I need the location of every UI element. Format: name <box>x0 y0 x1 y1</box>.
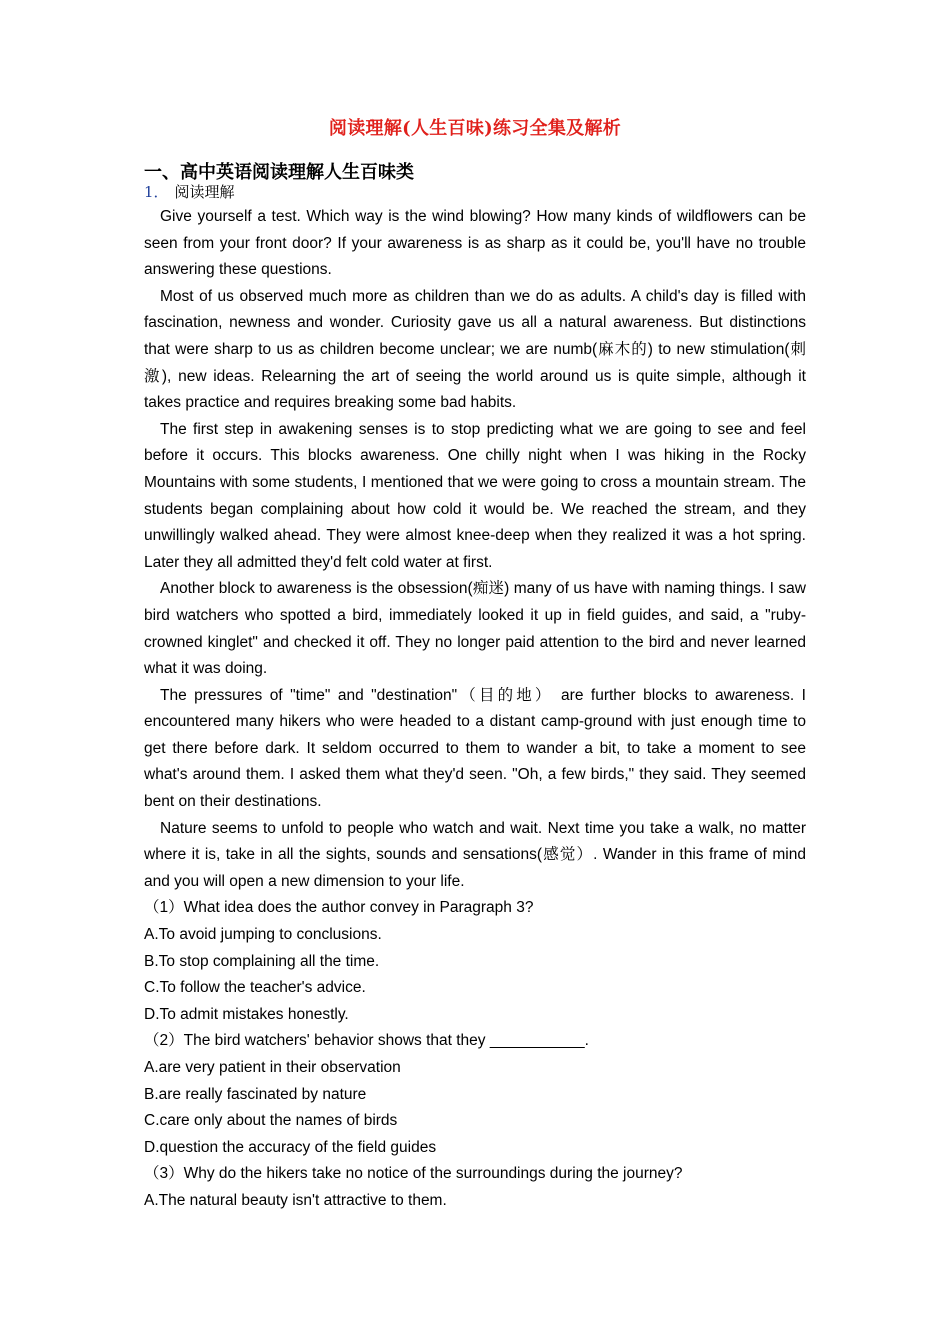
question-1-option-c: C.To follow the teacher's advice. <box>144 979 366 997</box>
question-2-option-a: A.are very patient in their observation <box>144 1059 401 1076</box>
question-3-stem: （3）Why do the hikers take no notice of the surroundings during the journey? <box>144 1165 683 1183</box>
question-2-option-c: C.care only about the names of birds <box>144 1112 398 1130</box>
question-2-stem: （2）The bird watchers' behavior shows that they ___________. <box>144 1032 589 1050</box>
document-title: 阅读理解(人生百味)练习全集及解析 <box>328 118 622 139</box>
question-1-option-d: D.To admit mistakes honestly. <box>144 1005 349 1023</box>
question-1-stem: （1）What idea does the author convey in Paragraph 3? <box>144 899 534 917</box>
question-1-option-b: B.To stop complaining all the time. <box>144 952 380 970</box>
passage-paragraph-5: The pressures of "time" and "destination"（目的地） are further blocks to awareness. I encountered many hikers who were headed to a distant camp-ground with just enough time to get there before dark. It seldom occurred to them to wander a bit, to take a moment to see what's around them. I asked them what they'd seen. "Oh, a few birds," they said. They seemed bent on their destinations. <box>144 686 806 811</box>
passage-paragraph-1: Give yourself a test. Which way is the wind blowing? How many kinds of wildflowers can be seen from your front door? If your awareness is as sharp as it could be, you'll have no trouble answering these questions. <box>144 208 806 279</box>
question-3-option-a: A.The natural beauty isn't attractive to them. <box>144 1191 447 1209</box>
section-heading: 一、高中英语阅读理解人生百味类 <box>144 162 414 183</box>
passage-paragraph-4: Another block to awareness is the obsession(痴迷) many of us have with naming things. I saw bird watchers who spotted a bird, immediately looked it up in field guides, and said, a "ruby-crowned kinglet" and checked it off. They no longer paid attention to the bird and never learned what it was doing. <box>144 580 806 678</box>
question-header <box>144 180 806 204</box>
question-1-option-a: A.To avoid jumping to conclusions. <box>144 926 382 944</box>
reading-content <box>144 180 806 1215</box>
question-number: 1． <box>144 183 169 201</box>
question-type: 阅读理解 <box>174 183 235 201</box>
question-2-option-d: D.question the accuracy of the field guides <box>144 1138 437 1156</box>
question-2-option-b: B.are really fascinated by nature <box>144 1085 367 1103</box>
passage-paragraph-3: The first step in awakening senses is to stop predicting what we are going to see and feel before it occurs. This blocks awareness. One chilly night when I was hiking in the Rocky Mountains with some students, I mentioned that we were going to cross a mountain stream. The students began complaining about how cold it would be. We reached the stream, and they unwillingly walked ahead. They were almost knee-deep when they realized it was a hot spring. Later they all admitted they'd felt cold water at first. <box>144 420 806 571</box>
passage-paragraph-2: Most of us observed much more as children than we do as adults. A child's day is filled with fascination, newness and wonder. Curiosity gave us all a natural awareness. But distinctions that were sharp to us as children become unclear; we are numb(麻木的) to new stimulation(刺激), new ideas. Relearning the art of seeing the world around us is quite simple, although it takes practice and requires breaking some bad habits. <box>144 287 806 412</box>
passage-paragraph-6: Nature seems to unfold to people who watch and wait. Next time you take a walk, no matter where it is, take in all the sights, sounds and sensations(感觉）. Wander in this frame of mind and you will open a new dimension to your life. <box>144 819 806 890</box>
